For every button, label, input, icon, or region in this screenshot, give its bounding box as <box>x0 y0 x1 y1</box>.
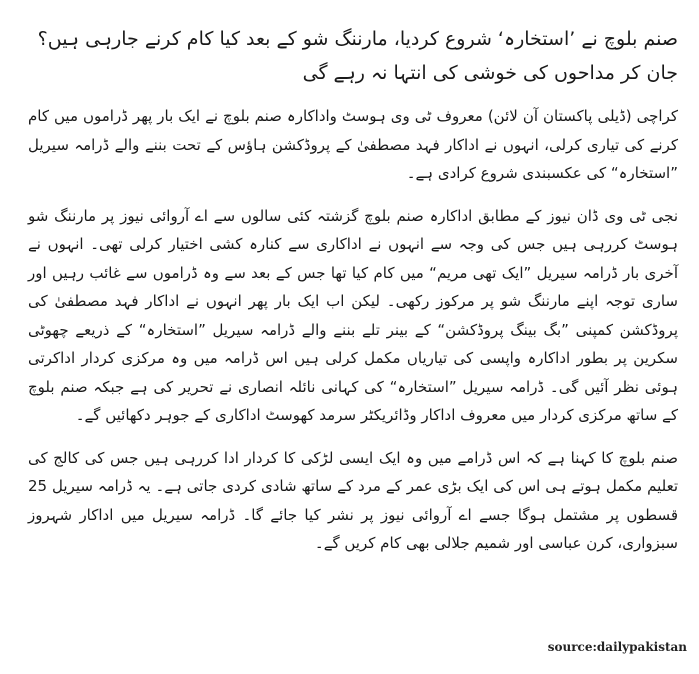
article-paragraph-3: صنم بلوچ کا کہنا ہے کہ اس ڈرامے میں وہ ایک ایسی لڑکی کا کردار ادا کررہی ہیں جس کی کالج کی تعلیم مکمل ہوتے ہی اس کی ایک بڑی عمر کے مرد کے ساتھ شادی کردی جاتی ہے۔ یہ ڈرامہ سیریل 25 قسطوں پر مشتمل ہوگا جسے اے آروائی نیوز پر نشر کیا جائے گا۔ ڈرامہ سیریل میں اداکار شہروز سبزواری، کرن عباسی اور شمیم جلالی بھی کام کریں گے۔ <box>28 448 678 552</box>
article <box>28 22 678 572</box>
article-paragraph-2: نجی ٹی وی ڈان نیوز کے مطابق اداکارہ صنم بلوچ گزشتہ کئی سالوں سے اے آروائی نیوز پر مارننگ شو ہوسٹ کررہی ہیں جس کی وجہ سے انہوں نے اداکاری سے کنارہ کشی اختیار کرلی تھی۔ انہوں نے آخری بار ڈرامہ سیریل ”ایک تھی مریم“ میں کام کیا تھا جس کے بعد سے وہ ڈراموں سے غائب رہیں اور ساری توجہ اپنے مارننگ شو پر مرکوز رکھی۔ لیکن اب ایک بار پھر انہوں نے اداکار فہد مصطفیٰ کی پروڈکشن کمپنی ”بگ بینگ پروڈکشن“ کے بینر تلے بننے والے ڈرامہ سیریل ”استخارہ“ کے ذریعے چھوٹی سکرین پر بطور اداکارہ واپسی کی تیاریاں مکمل کرلی ہیں اس ڈرامہ میں وہ مرکزی کردار اداکرتی ہوئی نظر آئیں گی۔ ڈرامہ سیریل ”استخارہ“ کی کہانی نائلہ انصاری نے تحریر کی ہے جبکہ صنم بلوچ کے ساتھ مرکزی کردار میں معروف اداکار وڈائریکٹر سرمد کھوسٹ اداکاری کے جوہر دکھائیں گے۔ <box>28 206 678 424</box>
article-paragraph-1: کراچی (ڈیلی پاکستان آن لائن) معروف ٹی وی ہوسٹ واداکارہ صنم بلوچ نے ایک بار پھر ڈراموں میں کام کرنے کی تیاری کرلی، انہوں نے اداکار فہد مصطفیٰ کے پروڈکشن ہاؤس کے تحت بننے والے ڈرامہ سیریل ”استخارہ“ کی عکسبندی شروع کرادی ہے۔ <box>28 107 678 182</box>
source-credit: source:dailypakistan <box>547 640 687 654</box>
article-headline: صنم بلوچ نے ’استخارہ‘ شروع کردیا، مارننگ شو کے بعد کیا کام کرنے جارہی ہیں؟ جان کر مداحوں کی خوشی کی انتہا نہ رہے گی <box>37 28 678 84</box>
